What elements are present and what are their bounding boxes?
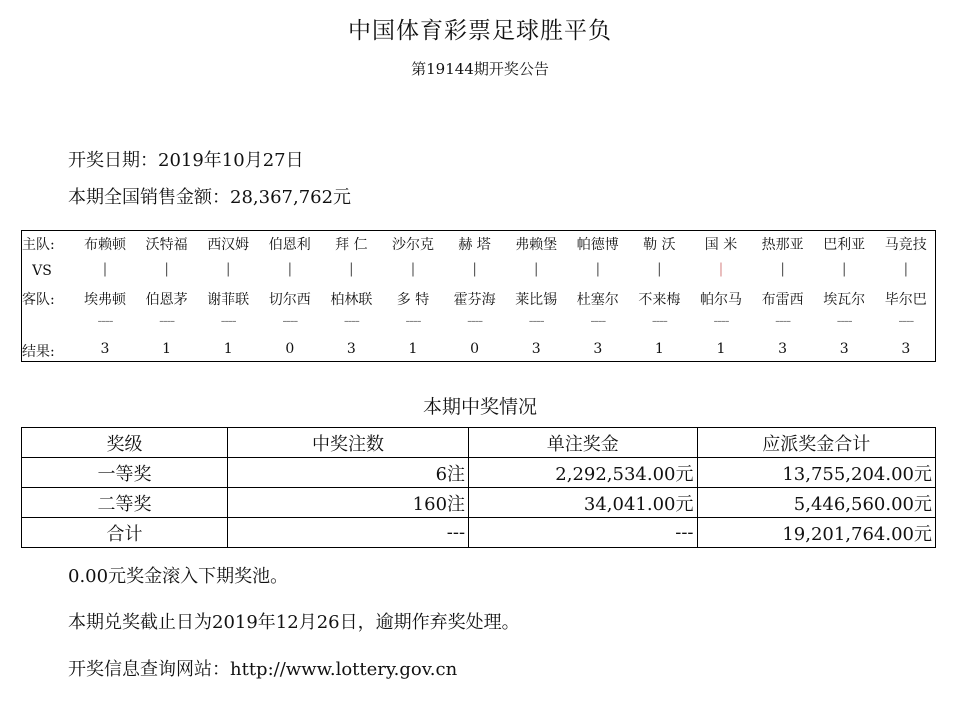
vs-separator: | bbox=[657, 261, 662, 277]
match-column bbox=[813, 231, 875, 361]
home-team: 国 米 bbox=[704, 237, 738, 253]
match-result: 3 bbox=[346, 341, 356, 357]
away-team: 谢菲联 bbox=[207, 292, 250, 308]
rollover-note: 0.00元奖金滚入下期奖池。 bbox=[68, 566, 289, 587]
away-team: 多 特 bbox=[396, 292, 430, 308]
match-result: 1 bbox=[654, 341, 664, 357]
dash-separator: ---- bbox=[467, 313, 483, 329]
header-count: 中奖注数 bbox=[228, 428, 469, 458]
match-column bbox=[690, 231, 752, 361]
match-result: 3 bbox=[531, 341, 541, 357]
vs-separator: | bbox=[102, 261, 108, 277]
total-prize: 19,201,764.00元 bbox=[697, 518, 936, 548]
issue-subtitle: 第19144期开奖公告 bbox=[411, 60, 549, 78]
away-team: 布雷西 bbox=[761, 292, 804, 308]
dash-separator: ---- bbox=[405, 313, 421, 329]
match-result: 0 bbox=[470, 341, 480, 357]
home-team: 伯恩利 bbox=[268, 237, 311, 253]
home-team: 弗赖堡 bbox=[515, 237, 558, 253]
vs-separator: | bbox=[287, 261, 293, 277]
prize-level: 合计 bbox=[22, 518, 228, 548]
match-result: 1 bbox=[162, 341, 172, 357]
dash-separator: ---- bbox=[220, 313, 236, 329]
away-team: 毕尔巴 bbox=[884, 292, 927, 308]
table-row bbox=[22, 518, 936, 548]
dash-separator: ---- bbox=[343, 313, 359, 329]
away-label: 客队: bbox=[22, 292, 55, 308]
vs-separator: | bbox=[780, 261, 785, 277]
vs-separator: | bbox=[595, 261, 601, 277]
match-column bbox=[444, 231, 506, 361]
header-level: 奖级 bbox=[22, 428, 228, 458]
dash-separator: ---- bbox=[97, 313, 113, 329]
match-column bbox=[752, 231, 814, 361]
unit-prize: 34,041.00元 bbox=[469, 488, 697, 518]
vs-separator: | bbox=[718, 261, 724, 277]
match-column bbox=[136, 231, 198, 361]
home-team: 赫 塔 bbox=[458, 237, 491, 253]
dash-separator: ---- bbox=[590, 313, 606, 329]
result-label: 结果: bbox=[22, 344, 55, 360]
dash-separator: ---- bbox=[651, 313, 667, 329]
dash-separator: ---- bbox=[775, 313, 791, 329]
away-team: 柏林联 bbox=[330, 292, 373, 308]
vs-label: VS bbox=[32, 263, 52, 279]
vs-separator: | bbox=[533, 261, 539, 277]
vs-separator: | bbox=[410, 261, 416, 277]
match-result: 1 bbox=[408, 341, 418, 357]
home-team: 热那亚 bbox=[761, 237, 804, 253]
prize-section-title: 本期中奖情况 bbox=[422, 396, 537, 418]
match-result: 1 bbox=[716, 341, 726, 357]
home-team: 西汉姆 bbox=[207, 237, 250, 253]
sales-amount: 本期全国销售金额：28,367,762元 bbox=[68, 187, 352, 208]
header-total-prize: 应派奖金合计 bbox=[697, 428, 936, 458]
vs-separator: | bbox=[349, 261, 354, 277]
winner-count: 160注 bbox=[228, 488, 469, 518]
winner-count: 6注 bbox=[228, 458, 469, 488]
total-prize: 13,755,204.00元 bbox=[697, 458, 936, 488]
unit-prize: 2,292,534.00元 bbox=[469, 458, 697, 488]
prize-header-row bbox=[22, 428, 936, 458]
match-column bbox=[74, 231, 136, 361]
vs-separator: | bbox=[472, 261, 477, 277]
vs-separator: | bbox=[225, 261, 231, 277]
match-column bbox=[259, 231, 321, 361]
away-team: 埃瓦尔 bbox=[823, 292, 866, 308]
match-column bbox=[382, 231, 444, 361]
away-team: 莱比锡 bbox=[515, 292, 558, 308]
draw-date: 开奖日期：2019年10月27日 bbox=[68, 150, 304, 171]
header-unit-prize: 单注奖金 bbox=[469, 428, 697, 458]
home-label: 主队: bbox=[22, 237, 55, 253]
away-team: 不来梅 bbox=[638, 292, 681, 308]
match-column bbox=[567, 231, 629, 361]
home-team: 布赖顿 bbox=[84, 237, 126, 253]
vs-separator: | bbox=[164, 261, 169, 277]
match-result: 1 bbox=[223, 341, 233, 357]
vs-separator: | bbox=[903, 261, 909, 277]
dash-separator: ---- bbox=[528, 313, 544, 329]
away-team: 切尔西 bbox=[268, 292, 311, 308]
away-team: 帕尔马 bbox=[700, 292, 742, 308]
total-prize: 5,446,560.00元 bbox=[697, 488, 936, 518]
page-title: 中国体育彩票足球胜平负 bbox=[348, 18, 612, 44]
winner-count: --- bbox=[228, 518, 469, 548]
prize-level: 二等奖 bbox=[22, 488, 228, 518]
match-result: 3 bbox=[778, 341, 788, 357]
dash-separator: ---- bbox=[836, 313, 852, 329]
home-team: 沙尔克 bbox=[392, 237, 434, 253]
match-column bbox=[875, 231, 937, 361]
match-result: 3 bbox=[100, 341, 110, 357]
home-team: 拜 仁 bbox=[335, 237, 368, 253]
away-team: 埃弗顿 bbox=[84, 292, 126, 308]
match-table bbox=[21, 230, 936, 362]
away-team: 杜塞尔 bbox=[576, 292, 619, 308]
dash-separator: ---- bbox=[159, 313, 175, 329]
home-team: 沃特福 bbox=[145, 237, 188, 253]
match-column bbox=[505, 231, 567, 361]
prize-level: 一等奖 bbox=[22, 458, 228, 488]
prize-table bbox=[21, 427, 936, 548]
unit-prize: --- bbox=[469, 518, 697, 548]
match-result: 0 bbox=[285, 341, 295, 357]
match-column bbox=[628, 231, 690, 361]
home-team: 勒 沃 bbox=[643, 237, 676, 253]
vs-separator: | bbox=[841, 261, 847, 277]
match-result: 3 bbox=[593, 341, 603, 357]
home-team: 帕德博 bbox=[576, 237, 619, 253]
match-result: 3 bbox=[839, 341, 849, 357]
deadline-note: 本期兑奖截止日为2019年12月26日，逾期作弃奖处理。 bbox=[68, 612, 520, 633]
match-column bbox=[320, 231, 382, 361]
table-row bbox=[22, 458, 936, 488]
table-row bbox=[22, 488, 936, 518]
dash-separator: ---- bbox=[282, 313, 298, 329]
away-team: 霍芬海 bbox=[453, 292, 496, 308]
away-team: 伯恩茅 bbox=[145, 292, 188, 308]
dash-separator: ---- bbox=[898, 313, 914, 329]
website-note: 开奖信息查询网站：http://www.lottery.gov.cn bbox=[68, 659, 458, 680]
home-team: 马竞技 bbox=[884, 237, 927, 253]
match-result: 3 bbox=[901, 341, 911, 357]
match-column bbox=[197, 231, 259, 361]
home-team: 巴利亚 bbox=[823, 237, 866, 253]
dash-separator: ---- bbox=[713, 313, 729, 329]
